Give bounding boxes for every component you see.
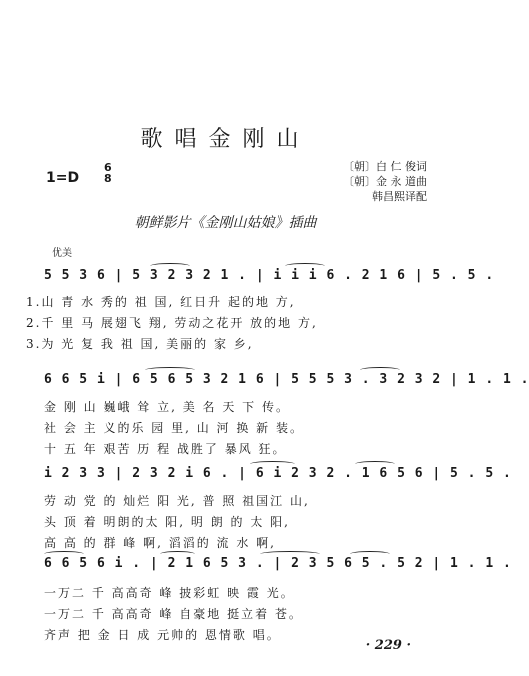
- lyric-line: 高 高 的 群 峰 啊, 滔滔的 流 水 啊,: [44, 536, 276, 550]
- notation-line-3: i 2 3 3 | 2 3 2 i 6 . | 6 i 2 3 2 . 1 6 5 6 | 5 . 5 .: [44, 466, 512, 481]
- song-title: 歌唱金刚山: [140, 127, 311, 152]
- lyric-line: 2.千 里 马 展翅飞 翔, 劳动之花开 放的地 方,: [26, 316, 318, 330]
- time-signature-top: 6: [104, 161, 112, 174]
- notation-line-2: 6 6 5 i | 6 5 6 5 3 2 1 6 | 5 5 5 3 . 3 2 3 2 | 1 . 1 .: [44, 372, 529, 387]
- lyric-line: 1.山 青 水 秀的 祖 国, 红日升 起的地 方,: [26, 295, 296, 309]
- key-signature: 1=D: [46, 170, 80, 186]
- lyric-line: 一万二 千 高高奇 峰 自豪地 挺立着 苍。: [44, 607, 303, 621]
- time-signature: [104, 162, 112, 184]
- notation-line-1: 5 5 3 6 | 5 3 2 3 2 1 . | i i i 6 . 2 1 6 | 5 . 5 .: [44, 268, 495, 283]
- lyric-line: 金 刚 山 巍峨 耸 立, 美 名 天 下 传。: [44, 400, 290, 414]
- page-number: · 229 ·: [365, 638, 411, 653]
- lyric-line: 齐声 把 金 日 成 元帅的 恩情歌 唱。: [44, 628, 281, 642]
- lyric-line: 头 顶 着 明朗的太 阳, 明 朗 的 太 阳,: [44, 515, 290, 529]
- song-subtitle: 朝鲜影片《金刚山姑娘》插曲: [134, 215, 317, 231]
- lyric-line: 十 五 年 艰苦 历 程 战胜了 暴风 狂。: [44, 442, 287, 456]
- tempo-marking: 优美: [52, 248, 72, 259]
- credit-lyricist: 〔朝〕白 仁 俊词: [343, 160, 427, 173]
- lyric-line: 3.为 光 复 我 祖 国, 美丽的 家 乡,: [26, 337, 254, 351]
- lyric-line: 一万二 千 高高奇 峰 披彩虹 映 霞 光。: [44, 586, 295, 600]
- credit-composer: 〔朝〕金 永 道曲: [343, 175, 427, 188]
- notation-line-4: 6 6 5 6 i . | 2 1 6 5 3 . | 2 3 5 6 5 . 5 2 | 1 . 1 .: [44, 556, 512, 571]
- credit-translator: 韩昌熙译配: [372, 190, 427, 203]
- lyric-line: 社 会 主 义的乐 园 里, 山 河 换 新 装。: [44, 421, 304, 435]
- time-signature-bottom: 8: [104, 172, 112, 185]
- lyric-line: 劳 动 党 的 灿烂 阳 光, 普 照 祖国江 山,: [44, 494, 310, 508]
